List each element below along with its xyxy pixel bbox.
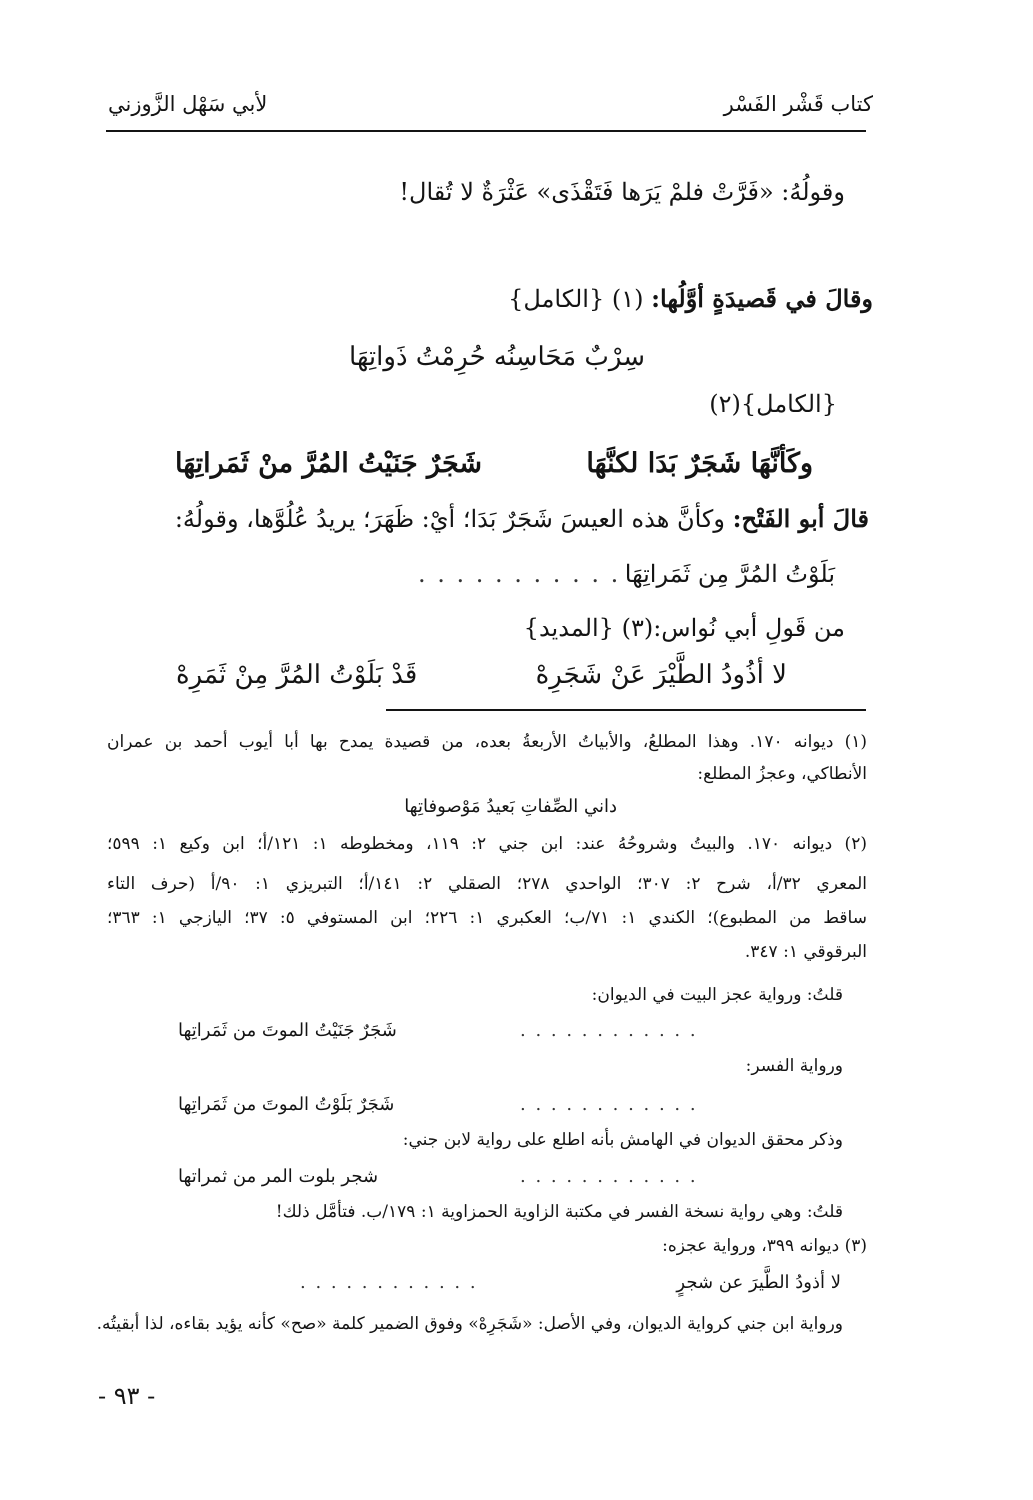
footnote-2-remark-2: ورواية الفسر: [745, 1056, 843, 1076]
footnote-2-remark-4: قلتُ: وهي رواية نسخة الفسر في مكتبة الزاوية الحمزاوية ١: ١٧٩/ب. فتأمَّل ذلك! [275, 1202, 843, 1222]
poem-intro [508, 284, 873, 313]
footnote-2-variant-3-dots: . . . . . . . . . . . . [520, 1166, 698, 1187]
body-line-1: وقولُهُ: «فَرَّتْ فلمْ يَرَها فَتَقْذَى» عَثْرَةٌ لا تُقال! [399, 178, 845, 206]
footnote-separator [386, 709, 866, 711]
commentary-text: وكأنَّ هذه العيسَ شَجَرٌ بَدَا؛ أيْ: ظَهَرَ؛ يريدُ عُلُوَّها، وقولُهُ: [174, 505, 725, 533]
footnote-2-line-2: المعري ٣٢/أ، شرح ٢: ٣٠٧؛ الواحدي ٢٧٨؛ الصقلي ٢: ١٤١/أ؛ التبريزي ١: ٩٠/أ (حرف التاء [107, 874, 868, 894]
footnote-1-verse: داني الصِّفاتِ بَعيدُ مَوْصوفاتِها [404, 796, 617, 817]
footnote-2-remark-1: قلتُ: ورواية عجز البيت في الديوان: [591, 985, 843, 1005]
opening-verse: سِرْبٌ مَحَاسِنُه حُرِمْتُ ذَواتِهَا [349, 342, 645, 372]
footnote-3-variant-text: لا أذودُ الطَّيرَ عن شجرٍ [676, 1272, 841, 1293]
commentary-line [175, 504, 869, 533]
commentary-lead: قالَ أبو الفَتْح: [732, 504, 869, 533]
footnote-2-variant-1-dots: . . . . . . . . . . . . [520, 1020, 698, 1041]
source-line: من قَولِ أبي نُواس:(٣) {المديد} [523, 614, 845, 642]
meter-label-2: {الكامل}(٢) [709, 390, 837, 418]
partial-verse [625, 560, 835, 588]
running-header-book-title: كتاب قَشْر الفَسْر [723, 92, 873, 116]
footnote-2-line-1: (٢) ديوانه ١٧٠. والبيتُ وشروحُهُ عند: ابن جني ٢: ١١٩، ومخطوطه ١: ١٢١/أ؛ ابن وكيع ١: ٥٩٩؛ [107, 834, 867, 854]
partial-verse-dots: . . . . . . . . . . . [418, 560, 621, 588]
verse-b-second-hemistich: قَدْ بَلَوْتُ المُرَّ مِنْ ثَمَرِهْ [176, 660, 418, 690]
footnote-2-line-4: البرقوقي ١: ٣٤٧. [744, 942, 867, 962]
page-number: - ٩٣ - [98, 1382, 156, 1410]
verse-a-second-hemistich: شَجَرٌ جَنَيْتُ المُرَّ منْ ثَمَراتِهَا [175, 448, 483, 479]
footnote-3-variant-dots: . . . . . . . . . . . . [300, 1272, 478, 1293]
footnote-2-remark-3: وذكر محقق الديوان في الهامش بأنه اطلع على رواية لابن جني: [402, 1130, 843, 1150]
footnote-2-variant-3-text: شجر بلوت المر من ثمراتها [178, 1166, 379, 1187]
running-header-author: لأبي سَهْل الزَّوزني [108, 92, 268, 116]
partial-verse-text: بَلَوْتُ المُرَّ مِن ثَمَراتِهَا [624, 560, 835, 588]
footnote-2-line-3: ساقط من المطبوع)؛ الكندي ١: ٧١/ب؛ العكبري ١: ٢٢٦؛ ابن المستوفي ٥: ٣٧؛ اليازجي ١: ٣٦٣؛ [107, 908, 867, 928]
poem-intro-meter: (١) {الكامل} [508, 285, 644, 313]
verse-a-first-hemistich: وكَأنَّهَا شَجَرٌ بَدَا لكنَّهَا [586, 448, 813, 479]
footnote-1-line-1: (١) ديوانه ١٧٠. وهذا المطلعُ، والأبياتُ الأربعةُ بعده، من قصيدة يمدح بها أبا أيوب أحمد بن عمران [107, 732, 868, 752]
footnote-2-variant-2-dots: . . . . . . . . . . . . [520, 1094, 698, 1115]
footnote-2-variant-2-text: شَجَرٌ بَلَوْتُ الموتَ من ثَمَراتِها [178, 1094, 395, 1115]
footnote-3-line-2: ورواية ابن جني كرواية الديوان، وفي الأصل: «شَجَرِهْ» وفوق الضمير كلمة «صح» كأنه يؤيد بقاءه، لذا أبقيتُه. [96, 1314, 843, 1334]
poem-intro-lead: وقالَ في قَصيدَةٍ أوَّلُها: [651, 284, 873, 313]
footnote-3-line-1: (٣) ديوانه ٣٩٩، ورواية عجزه: [662, 1236, 867, 1256]
verse-b-first-hemistich: لا أذُودُ الطَّيْرَ عَنْ شَجَرِهْ [535, 660, 787, 690]
header-rule [106, 130, 866, 132]
footnote-1-line-2: الأنطاكي، وعجزُ المطلع: [697, 764, 867, 784]
footnote-2-variant-1-text: شَجَرٌ جَنَيْتُ الموتَ من ثَمَراتِها [178, 1020, 397, 1041]
